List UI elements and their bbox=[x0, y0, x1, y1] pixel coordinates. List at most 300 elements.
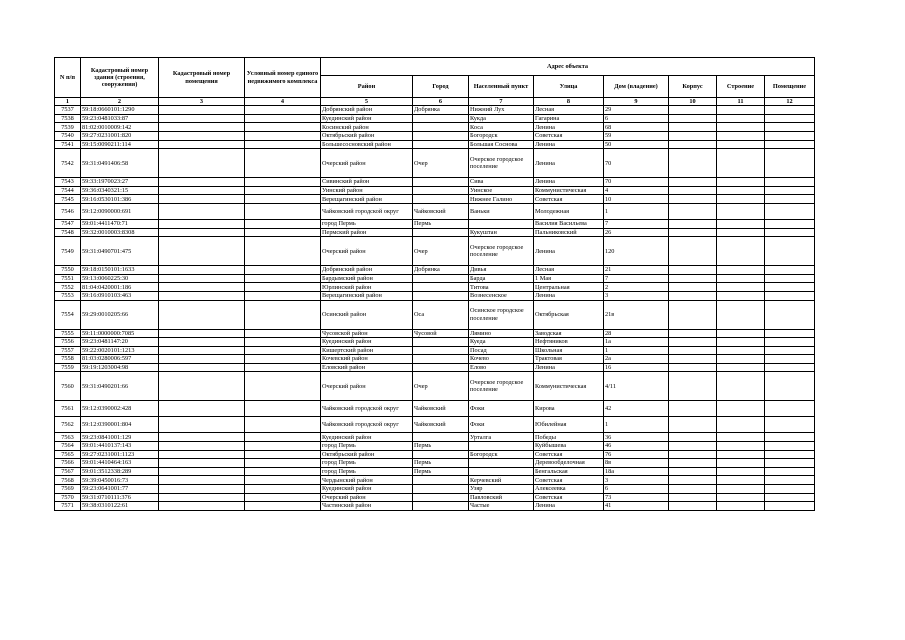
cadastral-number-cell: 59:27:0231001:1123 bbox=[81, 450, 159, 459]
table-row bbox=[55, 355, 815, 364]
header-address: Адрес объекта bbox=[321, 58, 815, 76]
row-number: 7543 bbox=[55, 178, 81, 187]
cadastral-number-cell: 59:27:0231001:820 bbox=[81, 131, 159, 140]
row-number: 7562 bbox=[55, 417, 81, 433]
house-cell: 6 bbox=[604, 485, 669, 494]
cadastral-number-cell: 59:31:0490201:66 bbox=[81, 372, 159, 401]
row-number: 7553 bbox=[55, 291, 81, 300]
building-cell bbox=[717, 338, 765, 347]
cadastral-number-cell: 59:33:1970023:27 bbox=[81, 178, 159, 187]
cadastral-room-cell bbox=[159, 467, 245, 476]
cadastral-room-cell bbox=[159, 355, 245, 364]
cadastral-number-cell: 59:31:0490701:475 bbox=[81, 237, 159, 266]
settlement-cell: Титова bbox=[469, 283, 534, 292]
settlement-cell: Фоки bbox=[469, 401, 534, 417]
table-row bbox=[55, 274, 815, 283]
district-cell: Верещагинский район bbox=[321, 291, 413, 300]
house-cell: 41 bbox=[604, 502, 669, 511]
room-cell bbox=[765, 131, 815, 140]
room-cell bbox=[765, 338, 815, 347]
house-cell: 36 bbox=[604, 433, 669, 442]
district-cell: Куединский район bbox=[321, 338, 413, 347]
korpus-cell bbox=[669, 228, 717, 237]
table-row bbox=[55, 493, 815, 502]
house-cell: 2а bbox=[604, 355, 669, 364]
conditional-number-cell bbox=[245, 363, 321, 372]
conditional-number-cell bbox=[245, 442, 321, 451]
city-cell bbox=[413, 493, 469, 502]
column-number: 10 bbox=[669, 98, 717, 106]
settlement-cell: Павловский bbox=[469, 493, 534, 502]
header-korpus: Корпус bbox=[669, 76, 717, 98]
table-row bbox=[55, 329, 815, 338]
street-cell: Победы bbox=[534, 433, 604, 442]
settlement-cell: Барда bbox=[469, 274, 534, 283]
row-number: 7552 bbox=[55, 283, 81, 292]
conditional-number-cell bbox=[245, 467, 321, 476]
column-number: 3 bbox=[159, 98, 245, 106]
column-number: 9 bbox=[604, 98, 669, 106]
korpus-cell bbox=[669, 123, 717, 132]
district-cell: город Пермь bbox=[321, 467, 413, 476]
table-row bbox=[55, 442, 815, 451]
city-cell bbox=[413, 114, 469, 123]
district-cell: Сивинский район bbox=[321, 178, 413, 187]
building-cell bbox=[717, 417, 765, 433]
city-cell bbox=[413, 338, 469, 347]
korpus-cell bbox=[669, 363, 717, 372]
conditional-number-cell bbox=[245, 123, 321, 132]
conditional-number-cell bbox=[245, 291, 321, 300]
settlement-cell: Частые bbox=[469, 502, 534, 511]
cadastral-number-cell: 59:39:0450016:73 bbox=[81, 476, 159, 485]
city-cell bbox=[413, 450, 469, 459]
korpus-cell bbox=[669, 114, 717, 123]
building-cell bbox=[717, 123, 765, 132]
city-cell: Очер bbox=[413, 372, 469, 401]
register-table bbox=[54, 57, 815, 511]
settlement-cell: Кукда bbox=[469, 114, 534, 123]
house-cell: 42 bbox=[604, 401, 669, 417]
city-cell: Добрянка bbox=[413, 266, 469, 275]
settlement-cell bbox=[469, 459, 534, 468]
table-row bbox=[55, 363, 815, 372]
row-number: 7569 bbox=[55, 485, 81, 494]
table-row bbox=[55, 106, 815, 115]
korpus-cell bbox=[669, 493, 717, 502]
building-cell bbox=[717, 266, 765, 275]
row-number: 7568 bbox=[55, 476, 81, 485]
cadastral-number-cell: 59:23:0481147:20 bbox=[81, 338, 159, 347]
building-cell bbox=[717, 237, 765, 266]
room-cell bbox=[765, 329, 815, 338]
row-number: 7551 bbox=[55, 274, 81, 283]
room-cell bbox=[765, 274, 815, 283]
room-cell bbox=[765, 417, 815, 433]
cadastral-number-cell: 59:29:0010205:66 bbox=[81, 300, 159, 329]
street-cell: Бенгальская bbox=[534, 467, 604, 476]
row-number: 7537 bbox=[55, 106, 81, 115]
table-row bbox=[55, 417, 815, 433]
header-settlement: Населенный пункт bbox=[469, 76, 534, 98]
conditional-number-cell bbox=[245, 203, 321, 219]
house-cell: 59 bbox=[604, 131, 669, 140]
cadastral-room-cell bbox=[159, 476, 245, 485]
cadastral-room-cell bbox=[159, 149, 245, 178]
cadastral-room-cell bbox=[159, 228, 245, 237]
settlement-cell bbox=[469, 219, 534, 228]
room-cell bbox=[765, 502, 815, 511]
cadastral-number-cell: 81:04:0420001:186 bbox=[81, 283, 159, 292]
conditional-number-cell bbox=[245, 476, 321, 485]
conditional-number-cell bbox=[245, 237, 321, 266]
house-cell: 4/11 bbox=[604, 372, 669, 401]
house-cell: 1а bbox=[604, 338, 669, 347]
table-row bbox=[55, 123, 815, 132]
room-cell bbox=[765, 106, 815, 115]
row-number: 7561 bbox=[55, 401, 81, 417]
row-number: 7547 bbox=[55, 219, 81, 228]
row-number: 7571 bbox=[55, 502, 81, 511]
cadastral-room-cell bbox=[159, 219, 245, 228]
house-cell: 46 bbox=[604, 442, 669, 451]
street-cell: Юбилейная bbox=[534, 417, 604, 433]
korpus-cell bbox=[669, 417, 717, 433]
room-cell bbox=[765, 186, 815, 195]
house-cell: 3 bbox=[604, 291, 669, 300]
city-cell bbox=[413, 476, 469, 485]
room-cell bbox=[765, 442, 815, 451]
building-cell bbox=[717, 178, 765, 187]
house-cell: 70 bbox=[604, 178, 669, 187]
city-cell bbox=[413, 283, 469, 292]
conditional-number-cell bbox=[245, 346, 321, 355]
building-cell bbox=[717, 363, 765, 372]
room-cell bbox=[765, 346, 815, 355]
cadastral-room-cell bbox=[159, 266, 245, 275]
korpus-cell bbox=[669, 149, 717, 178]
cadastral-number-cell: 81:03:0280006:597 bbox=[81, 355, 159, 364]
table-row bbox=[55, 149, 815, 178]
room-cell bbox=[765, 467, 815, 476]
conditional-number-cell bbox=[245, 372, 321, 401]
row-number: 7563 bbox=[55, 433, 81, 442]
district-cell: Осинский район bbox=[321, 300, 413, 329]
cadastral-room-cell bbox=[159, 401, 245, 417]
cadastral-number-cell: 59:12:0390001:804 bbox=[81, 417, 159, 433]
cadastral-room-cell bbox=[159, 329, 245, 338]
cadastral-room-cell bbox=[159, 131, 245, 140]
street-cell: Центральная bbox=[534, 283, 604, 292]
table-row bbox=[55, 140, 815, 149]
house-cell: 26 bbox=[604, 228, 669, 237]
table-row bbox=[55, 203, 815, 219]
table-row bbox=[55, 300, 815, 329]
house-cell: 7 bbox=[604, 274, 669, 283]
row-number: 7542 bbox=[55, 149, 81, 178]
room-cell bbox=[765, 237, 815, 266]
cadastral-number-cell: 59:18:0150101:1633 bbox=[81, 266, 159, 275]
district-cell: Косинский район bbox=[321, 123, 413, 132]
table-row bbox=[55, 485, 815, 494]
conditional-number-cell bbox=[245, 329, 321, 338]
street-cell: Ленина bbox=[534, 291, 604, 300]
room-cell bbox=[765, 450, 815, 459]
settlement-cell: Богородск bbox=[469, 131, 534, 140]
house-cell: 6 bbox=[604, 114, 669, 123]
korpus-cell bbox=[669, 450, 717, 459]
settlement-cell: Очерское городское поселение bbox=[469, 372, 534, 401]
district-cell: город Пермь bbox=[321, 219, 413, 228]
room-cell bbox=[765, 195, 815, 204]
street-cell: Школьная bbox=[534, 346, 604, 355]
city-cell bbox=[413, 228, 469, 237]
district-cell: Добрянский район bbox=[321, 106, 413, 115]
korpus-cell bbox=[669, 355, 717, 364]
cadastral-room-cell bbox=[159, 433, 245, 442]
room-cell bbox=[765, 401, 815, 417]
city-cell: Пермь bbox=[413, 459, 469, 468]
cadastral-number-cell: 59:22:0020101:1213 bbox=[81, 346, 159, 355]
city-cell bbox=[413, 186, 469, 195]
district-cell: Куединский район bbox=[321, 485, 413, 494]
korpus-cell bbox=[669, 467, 717, 476]
city-cell bbox=[413, 131, 469, 140]
street-cell: Октябрьская bbox=[534, 300, 604, 329]
street-cell: Ленина bbox=[534, 178, 604, 187]
settlement-cell: Урталга bbox=[469, 433, 534, 442]
house-cell: 29 bbox=[604, 106, 669, 115]
city-cell bbox=[413, 363, 469, 372]
city-cell: Пермь bbox=[413, 442, 469, 451]
row-number: 7540 bbox=[55, 131, 81, 140]
district-cell: Очерский район bbox=[321, 372, 413, 401]
row-number: 7550 bbox=[55, 266, 81, 275]
settlement-cell: Вознесенское bbox=[469, 291, 534, 300]
row-number: 7556 bbox=[55, 338, 81, 347]
city-cell: Чайковский bbox=[413, 203, 469, 219]
house-cell: 1 bbox=[604, 417, 669, 433]
district-cell: Чусовской район bbox=[321, 329, 413, 338]
korpus-cell bbox=[669, 300, 717, 329]
house-cell: 8в bbox=[604, 459, 669, 468]
conditional-number-cell bbox=[245, 493, 321, 502]
street-cell: Ленина bbox=[534, 123, 604, 132]
building-cell bbox=[717, 114, 765, 123]
room-cell bbox=[765, 355, 815, 364]
korpus-cell bbox=[669, 338, 717, 347]
row-number: 7567 bbox=[55, 467, 81, 476]
table-row bbox=[55, 467, 815, 476]
cadastral-room-cell bbox=[159, 485, 245, 494]
korpus-cell bbox=[669, 502, 717, 511]
district-cell: Чайковский городской округ bbox=[321, 401, 413, 417]
conditional-number-cell bbox=[245, 283, 321, 292]
settlement-cell: Нижнее Галино bbox=[469, 195, 534, 204]
street-cell: Советская bbox=[534, 476, 604, 485]
room-cell bbox=[765, 300, 815, 329]
cadastral-room-cell bbox=[159, 363, 245, 372]
district-cell: город Пермь bbox=[321, 459, 413, 468]
row-number: 7546 bbox=[55, 203, 81, 219]
house-cell: 10 bbox=[604, 195, 669, 204]
city-cell: Очер bbox=[413, 149, 469, 178]
building-cell bbox=[717, 493, 765, 502]
conditional-number-cell bbox=[245, 433, 321, 442]
city-cell bbox=[413, 485, 469, 494]
cadastral-number-cell: 81:02:0010009:142 bbox=[81, 123, 159, 132]
conditional-number-cell bbox=[245, 300, 321, 329]
table-row bbox=[55, 186, 815, 195]
street-cell: Трактовая bbox=[534, 355, 604, 364]
street-cell: Ленина bbox=[534, 149, 604, 178]
room-cell bbox=[765, 372, 815, 401]
district-cell: Добрянский район bbox=[321, 266, 413, 275]
column-number: 8 bbox=[534, 98, 604, 106]
korpus-cell bbox=[669, 442, 717, 451]
conditional-number-cell bbox=[245, 114, 321, 123]
cadastral-room-cell bbox=[159, 186, 245, 195]
district-cell: Кишертский район bbox=[321, 346, 413, 355]
cadastral-number-cell: 59:38:0310122:61 bbox=[81, 502, 159, 511]
column-number-row bbox=[55, 98, 815, 106]
korpus-cell bbox=[669, 485, 717, 494]
settlement-cell: Дивья bbox=[469, 266, 534, 275]
district-cell: Очерский район bbox=[321, 149, 413, 178]
district-cell: Пермский район bbox=[321, 228, 413, 237]
building-cell bbox=[717, 442, 765, 451]
conditional-number-cell bbox=[245, 106, 321, 115]
cadastral-number-cell: 59:19:1203004:98 bbox=[81, 363, 159, 372]
settlement-cell: Коса bbox=[469, 123, 534, 132]
room-cell bbox=[765, 178, 815, 187]
cadastral-room-cell bbox=[159, 346, 245, 355]
district-cell: Чайковский городской округ bbox=[321, 203, 413, 219]
building-cell bbox=[717, 459, 765, 468]
building-cell bbox=[717, 433, 765, 442]
settlement-cell: Осинское городское поселение bbox=[469, 300, 534, 329]
street-cell: Деревообделочная bbox=[534, 459, 604, 468]
cadastral-number-cell: 59:12:0090000:691 bbox=[81, 203, 159, 219]
column-number: 4 bbox=[245, 98, 321, 106]
building-cell bbox=[717, 131, 765, 140]
settlement-cell: Узяр bbox=[469, 485, 534, 494]
settlement-cell: Кукуштан bbox=[469, 228, 534, 237]
house-cell: 7 bbox=[604, 219, 669, 228]
district-cell: Кочевский район bbox=[321, 355, 413, 364]
street-cell: Советская bbox=[534, 493, 604, 502]
row-number: 7558 bbox=[55, 355, 81, 364]
row-number: 7538 bbox=[55, 114, 81, 123]
korpus-cell bbox=[669, 283, 717, 292]
register-body bbox=[55, 106, 815, 511]
building-cell bbox=[717, 140, 765, 149]
building-cell bbox=[717, 300, 765, 329]
district-cell: Октябрьский район bbox=[321, 450, 413, 459]
row-number: 7541 bbox=[55, 140, 81, 149]
cadastral-room-cell bbox=[159, 300, 245, 329]
building-cell bbox=[717, 195, 765, 204]
table-row bbox=[55, 228, 815, 237]
settlement-cell: Кочево bbox=[469, 355, 534, 364]
korpus-cell bbox=[669, 219, 717, 228]
conditional-number-cell bbox=[245, 195, 321, 204]
room-cell bbox=[765, 433, 815, 442]
building-cell bbox=[717, 291, 765, 300]
conditional-number-cell bbox=[245, 355, 321, 364]
building-cell bbox=[717, 149, 765, 178]
table-row bbox=[55, 476, 815, 485]
row-number: 7549 bbox=[55, 237, 81, 266]
cadastral-room-cell bbox=[159, 372, 245, 401]
building-cell bbox=[717, 346, 765, 355]
city-cell bbox=[413, 291, 469, 300]
cadastral-number-cell: 59:01:4410464:163 bbox=[81, 459, 159, 468]
column-number: 2 bbox=[81, 98, 159, 106]
city-cell: Чайковский bbox=[413, 417, 469, 433]
conditional-number-cell bbox=[245, 401, 321, 417]
table-row bbox=[55, 178, 815, 187]
conditional-number-cell bbox=[245, 485, 321, 494]
street-cell: Гагарина bbox=[534, 114, 604, 123]
row-number: 7554 bbox=[55, 300, 81, 329]
street-cell: Коммунистическая bbox=[534, 186, 604, 195]
settlement-cell: Богородск bbox=[469, 450, 534, 459]
settlement-cell: Большая Соснова bbox=[469, 140, 534, 149]
cadastral-room-cell bbox=[159, 123, 245, 132]
room-cell bbox=[765, 149, 815, 178]
room-cell bbox=[765, 291, 815, 300]
district-cell: Частинский район bbox=[321, 502, 413, 511]
city-cell bbox=[413, 433, 469, 442]
settlement-cell: Нижний Лух bbox=[469, 106, 534, 115]
street-cell: Советская bbox=[534, 450, 604, 459]
district-cell: Очерский район bbox=[321, 493, 413, 502]
conditional-number-cell bbox=[245, 502, 321, 511]
city-cell bbox=[413, 123, 469, 132]
header-street: Улица bbox=[534, 76, 604, 98]
conditional-number-cell bbox=[245, 450, 321, 459]
settlement-cell: Посад bbox=[469, 346, 534, 355]
settlement-cell: Лямино bbox=[469, 329, 534, 338]
street-cell: Советская bbox=[534, 131, 604, 140]
room-cell bbox=[765, 123, 815, 132]
row-number: 7544 bbox=[55, 186, 81, 195]
row-number: 7564 bbox=[55, 442, 81, 451]
row-number: 7548 bbox=[55, 228, 81, 237]
cadastral-number-cell: 59:11:0000000:7085 bbox=[81, 329, 159, 338]
korpus-cell bbox=[669, 195, 717, 204]
building-cell bbox=[717, 329, 765, 338]
cadastral-room-cell bbox=[159, 450, 245, 459]
building-cell bbox=[717, 476, 765, 485]
cadastral-room-cell bbox=[159, 140, 245, 149]
header-cadastral-room: Кадастровый номер помещения bbox=[159, 58, 245, 98]
korpus-cell bbox=[669, 203, 717, 219]
room-cell bbox=[765, 459, 815, 468]
header-room: Помещение bbox=[765, 76, 815, 98]
street-cell: Куйбышева bbox=[534, 442, 604, 451]
cadastral-room-cell bbox=[159, 459, 245, 468]
cadastral-room-cell bbox=[159, 274, 245, 283]
street-cell: Лесная bbox=[534, 266, 604, 275]
street-cell: Советская bbox=[534, 195, 604, 204]
korpus-cell bbox=[669, 266, 717, 275]
building-cell bbox=[717, 186, 765, 195]
conditional-number-cell bbox=[245, 338, 321, 347]
conditional-number-cell bbox=[245, 140, 321, 149]
settlement-cell: Ваньки bbox=[469, 203, 534, 219]
